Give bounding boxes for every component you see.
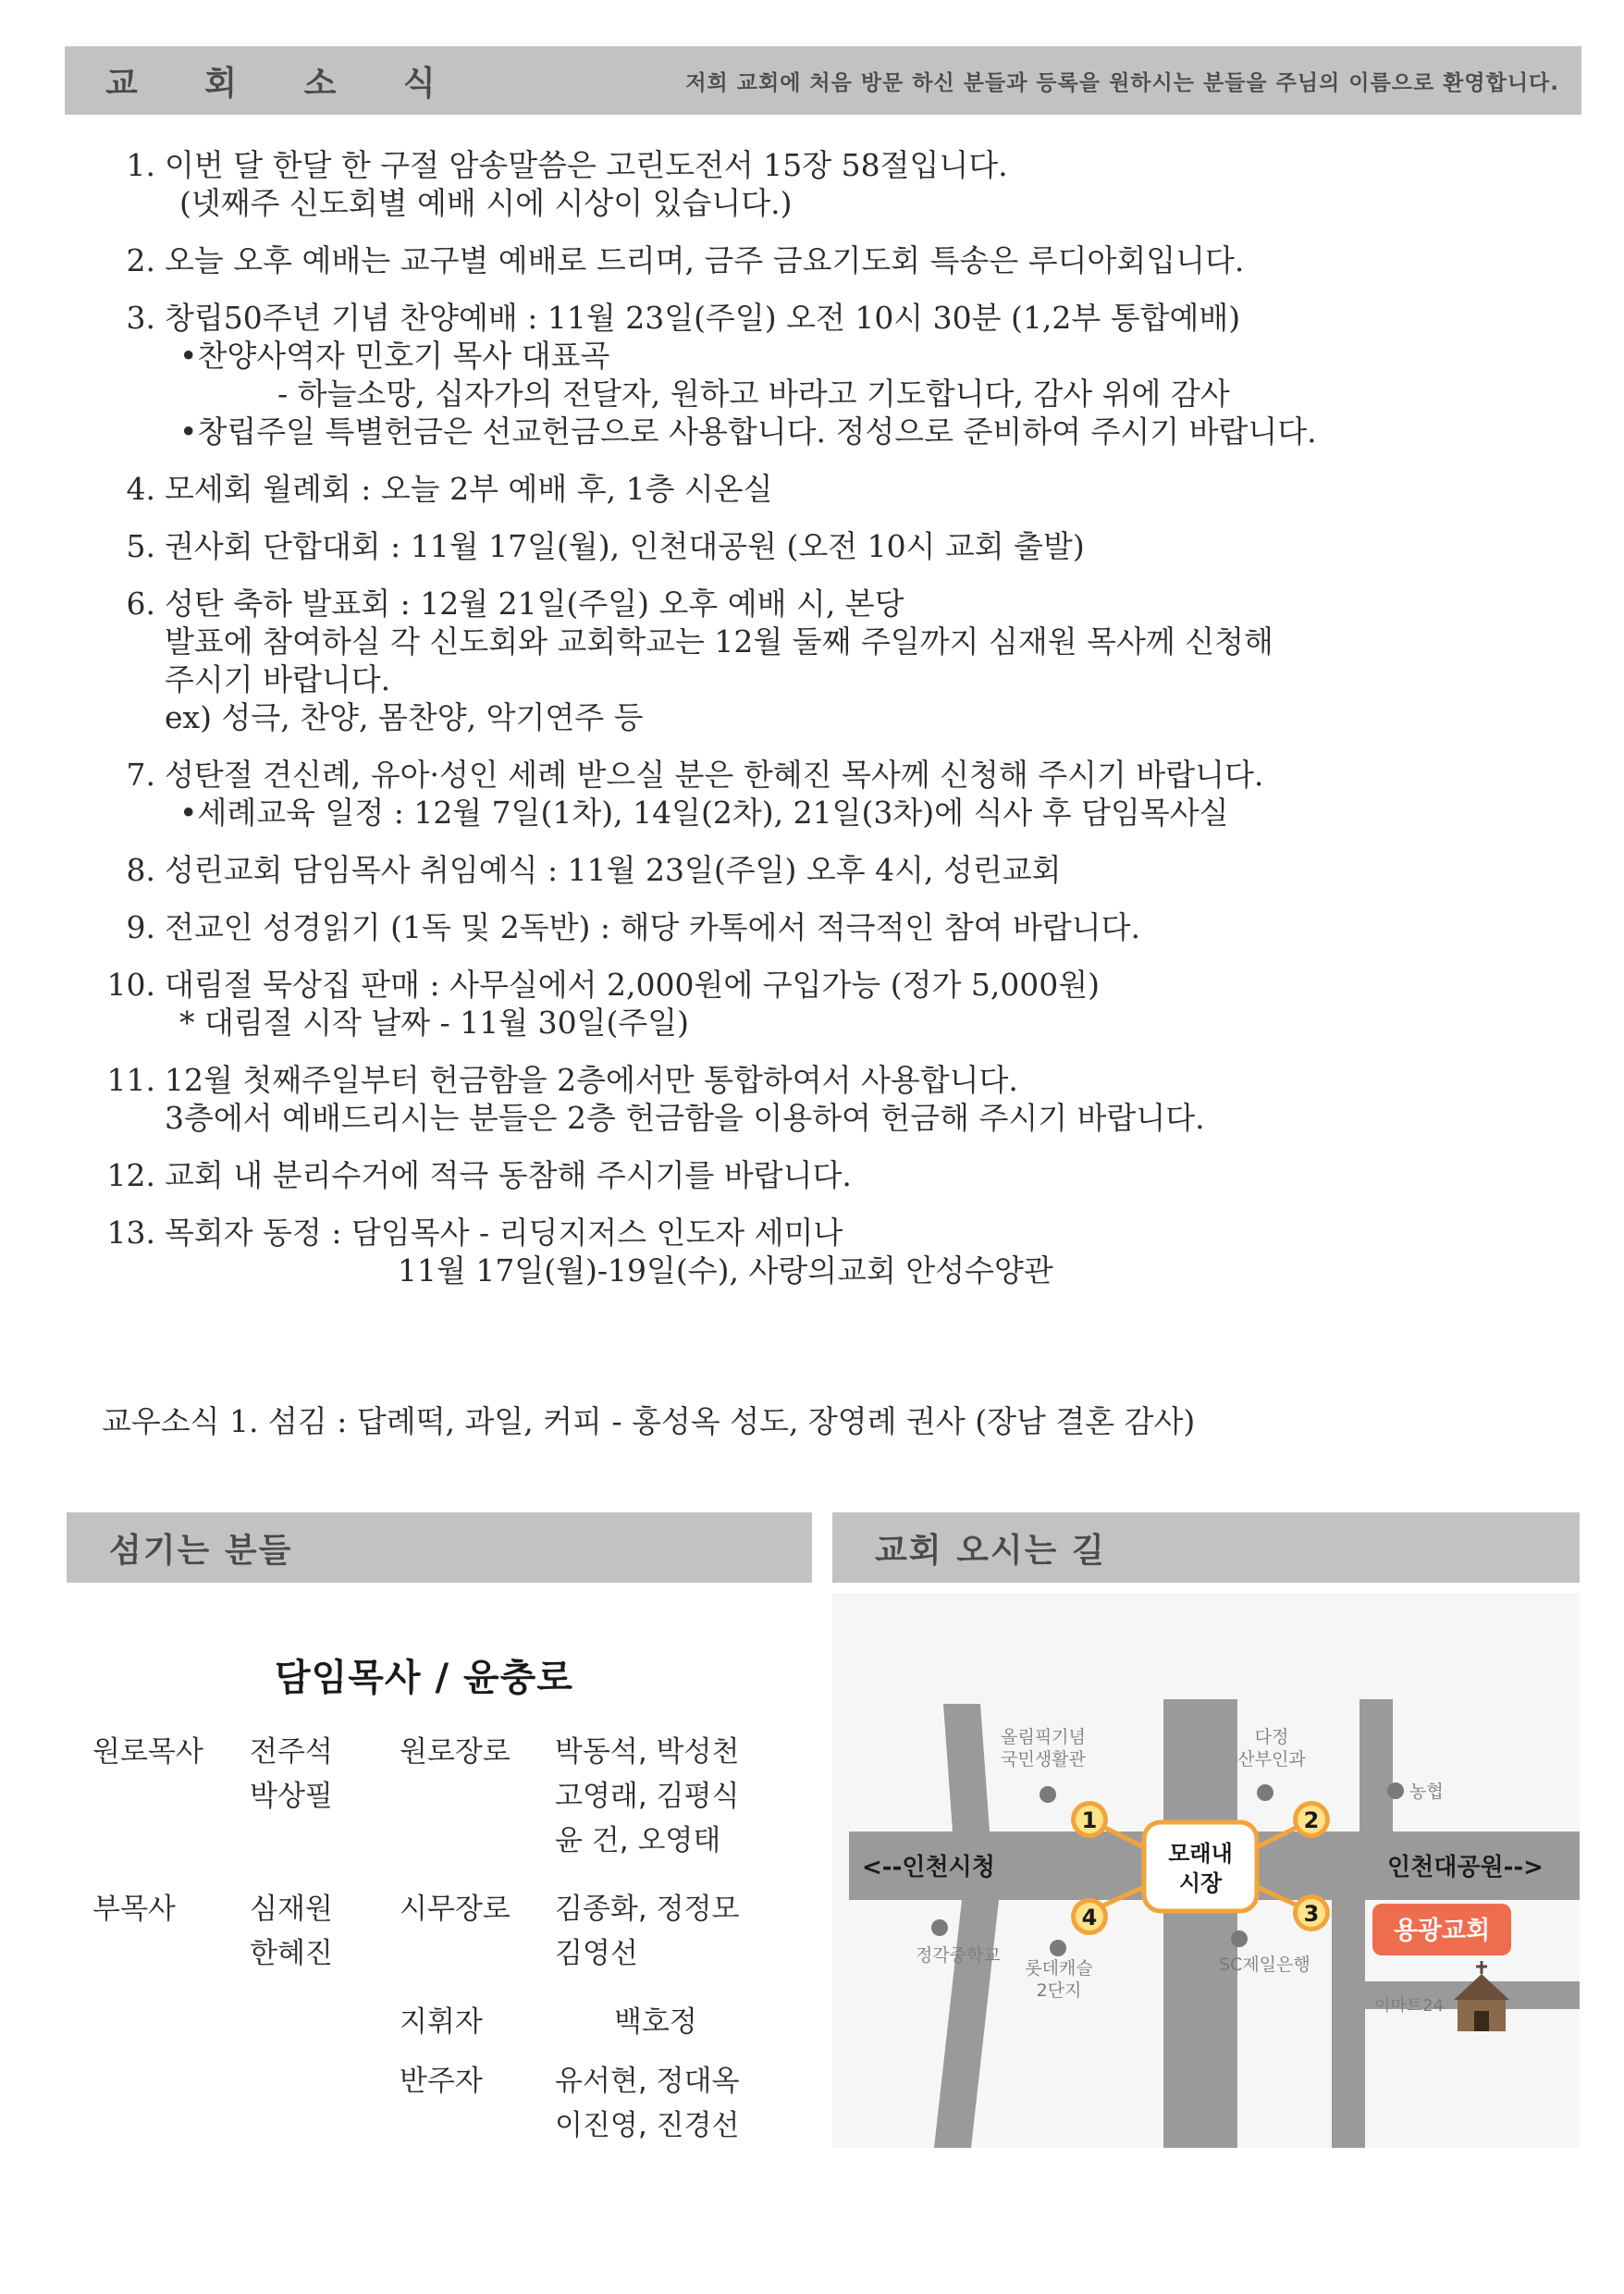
accompanist-label: 반주자 [400,2065,483,2098]
accompanist-names-2: 이진영, 진경선 [555,2109,740,2142]
landmark-dajeong-line2: 산부인과 [1237,1749,1306,1770]
road-branch-upper [1359,1699,1393,1832]
landmark-jeonggak: 정각중학교 [916,1945,1001,1966]
news-item-12: 12. 교회 내 분리수거에 적극 동참해 주시기를 바랍니다. [106,1157,852,1193]
news-item-4: 4. 모세회 월례회 : 오늘 2부 예배 후, 1층 시온실 [126,471,773,507]
family-news: 교우소식 1. 섬김 : 답례떡, 과일, 커피 - 홍성옥 성도, 장영례 권사 (장남 결혼 감사) [102,1403,1196,1439]
news-item-13: 13. 목회자 동정 : 담임목사 - 리딩지저스 인도자 세미나 11월 17일(월)-19일(수), 사랑의교회 안성수양관 [106,1215,1053,1289]
church-label: 용광교회 [1393,1917,1491,1945]
landmark-emart24: 이마트24 [1374,1996,1445,2016]
news-item-2: 2. 오늘 오후 예배는 교구별 예배로 드리며, 금주 금요기도회 특송은 루디아회입니다. [126,242,1245,278]
landmark-sc-bank: SC제일은행 [1219,1955,1310,1975]
news-item-7: 7. 성탄절 견신례, 유아·성인 세례 받으실 분은 한혜진 목사께 신청해 주시기 바랍니다. •세례교육 일정 : 12월 7일(1차), 14일(2차), 21일(3차)에 식사 후 담임목사실 [126,757,1264,831]
road-branch-lower [1332,1900,1365,2148]
emeritus-pastor-name-1: 전주석 [250,1735,333,1769]
servers-header [67,1512,812,1583]
active-elder-label: 시무장로 [400,1893,511,1926]
news-item-1: 1. 이번 달 한달 한 구절 암송말씀은 고린도전서 15장 58절입니다. (넷째주 신도회별 예배 시에 시상이 있습니다.) [126,147,1008,221]
road-diagonal-left [943,1704,990,1832]
senior-pastor: 담임목사 / 윤충로 [275,1657,573,1699]
servers-title: 섬기는 분들 [109,1531,293,1570]
news-item-11: 11. 12월 첫째주일부터 헌금함을 2층에서만 통합하여서 사용합니다. 3층에서 예배드리시는 분들은 2층 헌금함을 이용하여 헌금해 주시기 바랍니다. [106,1062,1205,1136]
svg-text:3: 3 [1303,1901,1320,1927]
church-news-title: 교 회 소 식 [105,64,463,103]
marker-3 [1293,1894,1330,1931]
associate-pastor-label: 부목사 [92,1893,176,1926]
news-item-8: 8. 성린교회 담임목사 취임예식 : 11월 23일(주일) 오후 4시, 성린교회 [126,852,1062,888]
landmark-dajeong-line1: 다정 [1254,1727,1289,1747]
active-elder-names-2: 김영선 [555,1937,638,1970]
emeritus-pastor-label: 원로목사 [92,1735,203,1769]
conductor-name: 백호정 [614,2005,697,2039]
emeritus-elder-names-2: 고영래, 김평식 [555,1780,740,1813]
road-diagonal-left-lower [934,1900,999,2148]
news-item-6: 6. 성탄 축하 발표회 : 12월 21일(주일) 오후 예배 시, 본당 발표에 참여하실 각 신도회와 교회학교는 12월 둘째 주일까지 심재원 목사께 신청해 주시기 바랍니다. ex) 성극, 찬양, 몸찬양, 악기연주 등 [126,586,1273,735]
emeritus-pastor-name-2: 박상필 [250,1780,333,1813]
church-news-list [97,146,1577,1309]
news-item-5: 5. 권사회 단합대회 : 11월 17일(월), 인천대공원 (오전 10시 교회 출발) [126,528,1085,564]
west-direction-label: <--인천시청 [862,1854,995,1881]
road-vertical-main [1163,1699,1237,2148]
emeritus-elder-names-1: 박동석, 박성천 [555,1735,740,1769]
associate-pastor-name-2: 한혜진 [250,1937,333,1970]
landmark-olympic-line2: 국민생활관 [1001,1749,1086,1770]
marker-2 [1293,1801,1330,1838]
news-item-9: 9. 전교인 성경읽기 (1독 및 2독반) : 해당 카톡에서 적극적인 참여 바랍니다. [126,909,1140,945]
marker-1 [1071,1801,1108,1838]
welcome-message: 저희 교회에 처음 방문 하신 분들과 등록을 원하시는 분들을 주님의 이름으로 환영합니다. [685,70,1559,95]
emeritus-elder-label: 원로장로 [400,1735,511,1769]
directions-title: 교회 오시는 길 [875,1531,1106,1570]
directions-header [832,1512,1580,1583]
svg-text:2: 2 [1303,1807,1320,1833]
church-news-header [65,46,1581,115]
market-center-box [1144,1822,1257,1911]
landmark-lotte-line2: 2단지 [1036,1980,1082,2001]
news-item-3: 3. 창립50주년 기념 찬양예배 : 11월 23일(주일) 오전 10시 30분 (1,2부 통합예배) •찬양사역자 민호기 목사 대표곡 - 하늘소망, 십자가의 전달자, 원하고 바라고 기도합니다, 감사 위에 감사 •창립주일 특별헌금은 선교헌금으로 사용합니다. 정성으로 준비하여 주시기 바랍니다. [126,300,1317,450]
landmark-lotte-line1: 롯데캐슬 [1025,1958,1093,1979]
east-direction-label: 인천대공원--> [1387,1854,1544,1881]
svg-text:1: 1 [1081,1807,1098,1833]
directions-map [832,1593,1580,2148]
market-label-line1: 모래내 [1168,1841,1233,1867]
marker-4 [1071,1898,1108,1935]
conductor-label: 지휘자 [400,2005,483,2039]
landmark-nonghyup: 농협 [1409,1782,1444,1802]
landmark-olympic-line1: 올림픽기념 [1001,1727,1086,1747]
active-elder-names-1: 김종화, 정정모 [555,1893,740,1926]
emeritus-elder-names-3: 윤 건, 오영태 [555,1824,721,1857]
market-label-line2: 시장 [1178,1870,1223,1896]
accompanist-names-1: 유서현, 정대옥 [555,2065,740,2098]
news-item-10: 10. 대림절 묵상집 판매 : 사무실에서 2,000원에 구입가능 (정가 5,000원) * 대림절 시작 날짜 - 11월 30일(주일) [106,967,1101,1041]
svg-text:4: 4 [1081,1905,1098,1930]
church-icon [1454,1961,1509,2031]
associate-pastor-name-1: 심재원 [250,1893,333,1926]
